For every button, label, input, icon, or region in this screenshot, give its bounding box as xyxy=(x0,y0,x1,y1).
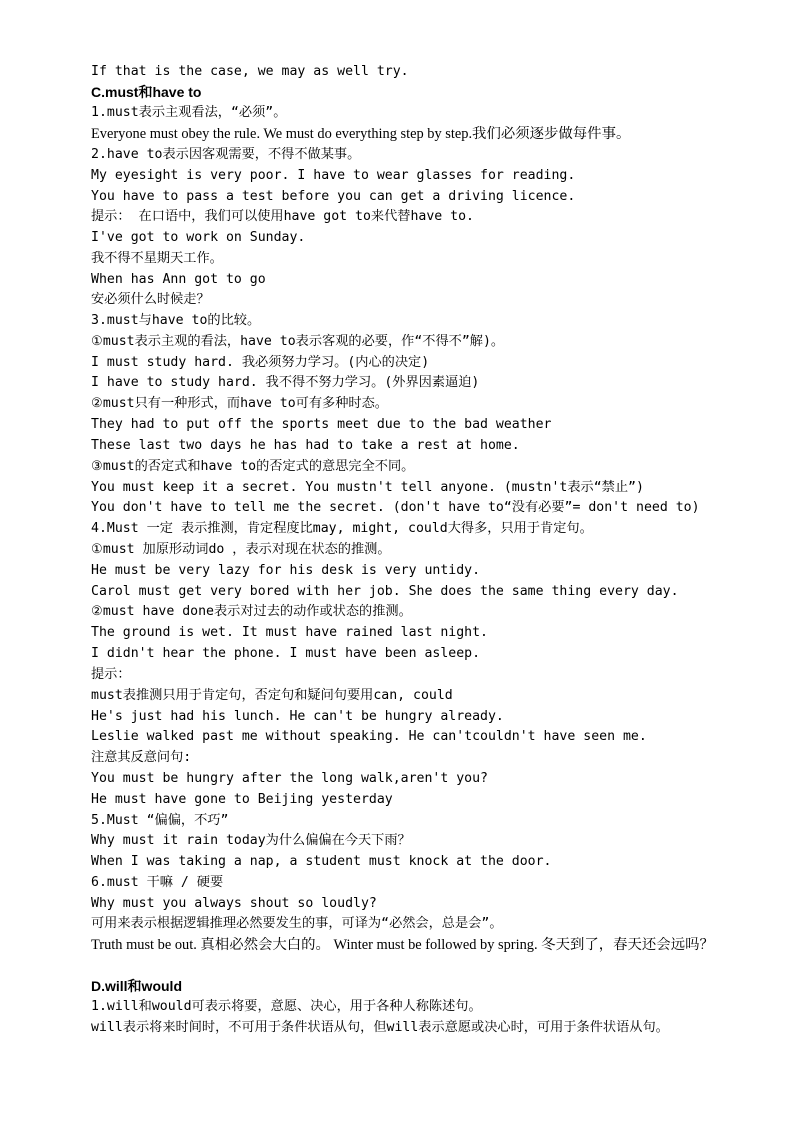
text-line: 6.must 干嘛 / 硬要 xyxy=(91,875,224,890)
text-line: ②must have done表示对过去的动作或状态的推测。 xyxy=(91,604,412,619)
text-line: Leslie walked past me without speaking. He can'tcouldn't have seen me. xyxy=(91,729,647,744)
text-line: 1.must表示主观看法，“必须”。 xyxy=(91,105,287,120)
text-line: Why must it rain today为什么偏偏在今天下雨？ xyxy=(91,833,411,848)
text-line: If that is the case, we may as well try. xyxy=(91,64,409,79)
text-line: When I was taking a nap, a student must knock at the door. xyxy=(91,854,552,869)
text-line: You don't have to tell me the secret. (don't have to“没有必要”= don't need to) xyxy=(91,500,700,515)
text-line: 5.Must “偏偏，不巧” xyxy=(91,813,229,828)
text-line: ①must表示主观的看法，have to表示客观的必要，作“不得不”解)。 xyxy=(91,334,505,349)
text-line: 安必须什么时候走？ xyxy=(91,292,210,307)
text-line: Everyone must obey the rule. We must do everything step by step.我们必须逐步做每件事。 xyxy=(91,126,631,142)
text-line: You have to pass a test before you can get a driving licence. xyxy=(91,189,576,204)
section-heading: D.will和would xyxy=(91,978,182,994)
text-line: I didn't hear the phone. I must have been asleep. xyxy=(91,646,481,661)
text-line: They had to put off the sports meet due to the bad weather xyxy=(91,417,552,432)
text-line: ②must只有一种形式，而have to可有多种时态。 xyxy=(91,396,388,411)
text-line: I must study hard. 我必须努力学习。(内心的决定) xyxy=(91,355,430,370)
text-line: 3.must与have to的比较。 xyxy=(91,313,261,328)
text-line: He's just had his lunch. He can't be hungry already. xyxy=(91,709,504,724)
text-line: Carol must get very bored with her job. She does the same thing every day. xyxy=(91,584,679,599)
text-line: 注意其反意问句: xyxy=(91,750,192,765)
text-line: When has Ann got to go xyxy=(91,272,266,287)
text-line: 提示： 在口语中，我们可以使用have got to来代替have to. xyxy=(91,209,474,224)
text-line: You must keep it a secret. You mustn't tell anyone. (mustn't表示“禁止”) xyxy=(91,480,644,495)
text-line: Why must you always shout so loudly? xyxy=(91,896,377,911)
section-heading: C.must和have to xyxy=(91,84,202,100)
text-paragraph: Truth must be out. 真相必然会大白的。 Winter must be followed by spring. 冬天到了，春天还会远吗？ xyxy=(91,937,714,953)
text-line: 2.have to表示因客观需要，不得不做某事。 xyxy=(91,147,361,162)
text-line: I've got to work on Sunday. xyxy=(91,230,306,245)
text-line: My eyesight is very poor. I have to wear glasses for reading. xyxy=(91,168,576,183)
text-line: I have to study hard. 我不得不努力学习。(外界因素逼迫) xyxy=(91,375,480,390)
text-line: 可用来表示根据逻辑推理必然要发生的事，可译为“必然会，总是会”。 xyxy=(91,916,503,931)
text-line: 4.Must 一定 表示推测，肯定程度比may, might, could大得多，只用于肯定句。 xyxy=(91,521,593,536)
text-line: 1.will和would可表示将要，意愿、决心，用于各种人称陈述句。 xyxy=(91,999,482,1014)
text-line: These last two days he has had to take a rest at home. xyxy=(91,438,520,453)
text-line: must表推测只用于肯定句，否定句和疑问句要用can, could xyxy=(91,688,453,703)
text-line: 我不得不星期天工作。 xyxy=(91,251,223,266)
text-line: 提示： xyxy=(91,667,131,682)
text-line: He must be very lazy for his desk is very untidy. xyxy=(91,563,481,578)
text-paragraph: will表示将来时间时，不可用于条件状语从句，但will表示意愿或决心时，可用于条件状语从句。 xyxy=(91,1020,669,1035)
text-line: You must be hungry after the long walk,aren't you? xyxy=(91,771,488,786)
text-line: ③must的否定式和have to的否定式的意思完全不同。 xyxy=(91,459,415,474)
text-line: He must have gone to Beijing yesterday xyxy=(91,792,393,807)
text-line: The ground is wet. It must have rained last night. xyxy=(91,625,488,640)
text-line: ①must 加原形动词do ，表示对现在状态的推测。 xyxy=(91,542,391,557)
